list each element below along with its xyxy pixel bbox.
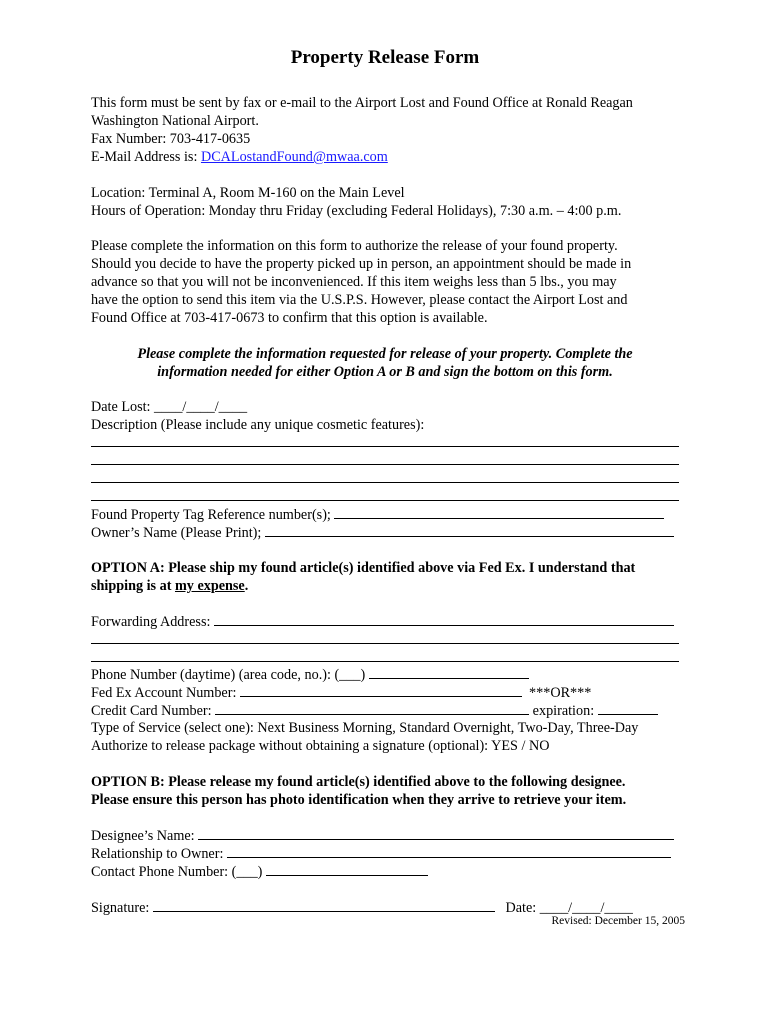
signature-date-field[interactable]: Date: ____/____/____ [505,900,633,916]
fedex-account-input[interactable] [240,683,522,697]
credit-card-input[interactable] [215,701,529,715]
contact-phone-input[interactable] [266,862,428,876]
email-link[interactable]: DCALostandFound@mwaa.com [200,149,388,165]
tag-reference-input[interactable] [334,505,664,519]
fedex-row [91,683,591,702]
emphasis-line-1: Please complete the information requested for release of your property. Complete the [137,346,633,362]
signature-label: Signature: [91,900,150,916]
email-line [91,148,388,166]
relationship-row [91,844,671,863]
relationship-label: Relationship to Owner: [91,846,224,862]
instructions-line-1: Please complete the information on this form to authorize the release of your found property. [91,238,618,254]
phone-label: Phone Number (daytime) (area code, no.): (___) [91,667,366,683]
option-a-heading-2 [91,577,248,595]
option-a-heading-2-post: . [244,578,249,594]
forwarding-address-label: Forwarding Address: [91,614,211,630]
forwarding-address-input[interactable] [214,612,674,626]
tag-reference-row [91,505,664,524]
relationship-input[interactable] [227,844,671,858]
location-line: Location: Terminal A, Room M-160 on the Main Level [91,185,405,201]
forwarding-address-line-2[interactable] [91,643,679,644]
intro-line-1: This form must be sent by fax or e-mail to the Airport Lost and Found Office at Ronald Reagan [91,95,633,111]
contact-phone-row [91,862,428,881]
credit-card-label: Credit Card Number: [91,703,212,719]
fax-number: Fax Number: 703-417-0635 [91,131,251,147]
expiration-input[interactable] [598,701,658,715]
designee-row [91,826,674,845]
emphasis-line-2: information needed for either Option A or B and sign the bottom on this form. [157,364,613,380]
forwarding-address-line-3[interactable] [91,661,679,662]
expiration-label: expiration: [532,703,595,719]
my-expense-text: my expense [174,578,245,594]
instructions-line-5: Found Office at 703-417-0673 to confirm that this option is available. [91,310,488,326]
designee-label: Designee’s Name: [91,828,195,844]
phone-row [91,665,529,684]
date-lost-field[interactable]: Date Lost: ____/____/____ [91,399,248,415]
hours-line: Hours of Operation: Monday thru Friday (excluding Federal Holidays), 7:30 a.m. – 4:00 p.m. [91,203,622,219]
signature-input[interactable] [153,898,495,912]
designee-input[interactable] [198,826,674,840]
owner-name-row [91,523,674,542]
owner-name-input[interactable] [265,523,674,537]
revised-date: Revised: December 15, 2005 [551,915,685,927]
phone-input[interactable] [369,665,529,679]
option-b-heading-1: OPTION B: Please release my found article(s) identified above to the following designee. [91,774,626,790]
description-line-2[interactable] [91,464,679,465]
email-label: E-Mail Address is: [91,149,198,165]
or-text: ***OR*** [529,685,592,701]
description-line-4[interactable] [91,500,679,501]
description-line-1[interactable] [91,446,679,447]
contact-phone-label: Contact Phone Number: (___) [91,864,263,880]
page-title: Property Release Form [290,47,480,68]
instructions-line-4: have the option to send this item via the U.S.P.S. However, please contact the Airport Lost and [91,292,628,308]
description-line-3[interactable] [91,482,679,483]
forwarding-address-row [91,612,674,631]
instructions-line-2: Should you decide to have the property picked up in person, an appointment should be made in [91,256,632,272]
authorize-line[interactable]: Authorize to release package without obtaining a signature (optional): YES / NO [91,738,550,754]
option-a-heading-1: OPTION A: Please ship my found article(s) identified above via Fed Ex. I understand that [91,560,636,576]
owner-name-label: Owner’s Name (Please Print); [91,525,262,541]
fedex-label: Fed Ex Account Number: [91,685,237,701]
service-type-line[interactable]: Type of Service (select one): Next Business Morning, Standard Overnight, Two-Day, Three-Day [91,720,639,736]
option-b-heading-2: Please ensure this person has photo identification when they arrive to retrieve your item. [91,792,627,808]
credit-card-row [91,701,658,720]
instructions-line-3: advance so that you will not be inconvenienced. If this item weighs less than 5 lbs., you may [91,274,617,290]
option-a-heading-2-pre: shipping is at [91,578,175,594]
description-label: Description (Please include any unique cosmetic features): [91,417,425,433]
intro-line-2: Washington National Airport. [91,113,259,129]
tag-reference-label: Found Property Tag Reference number(s); [91,507,331,523]
